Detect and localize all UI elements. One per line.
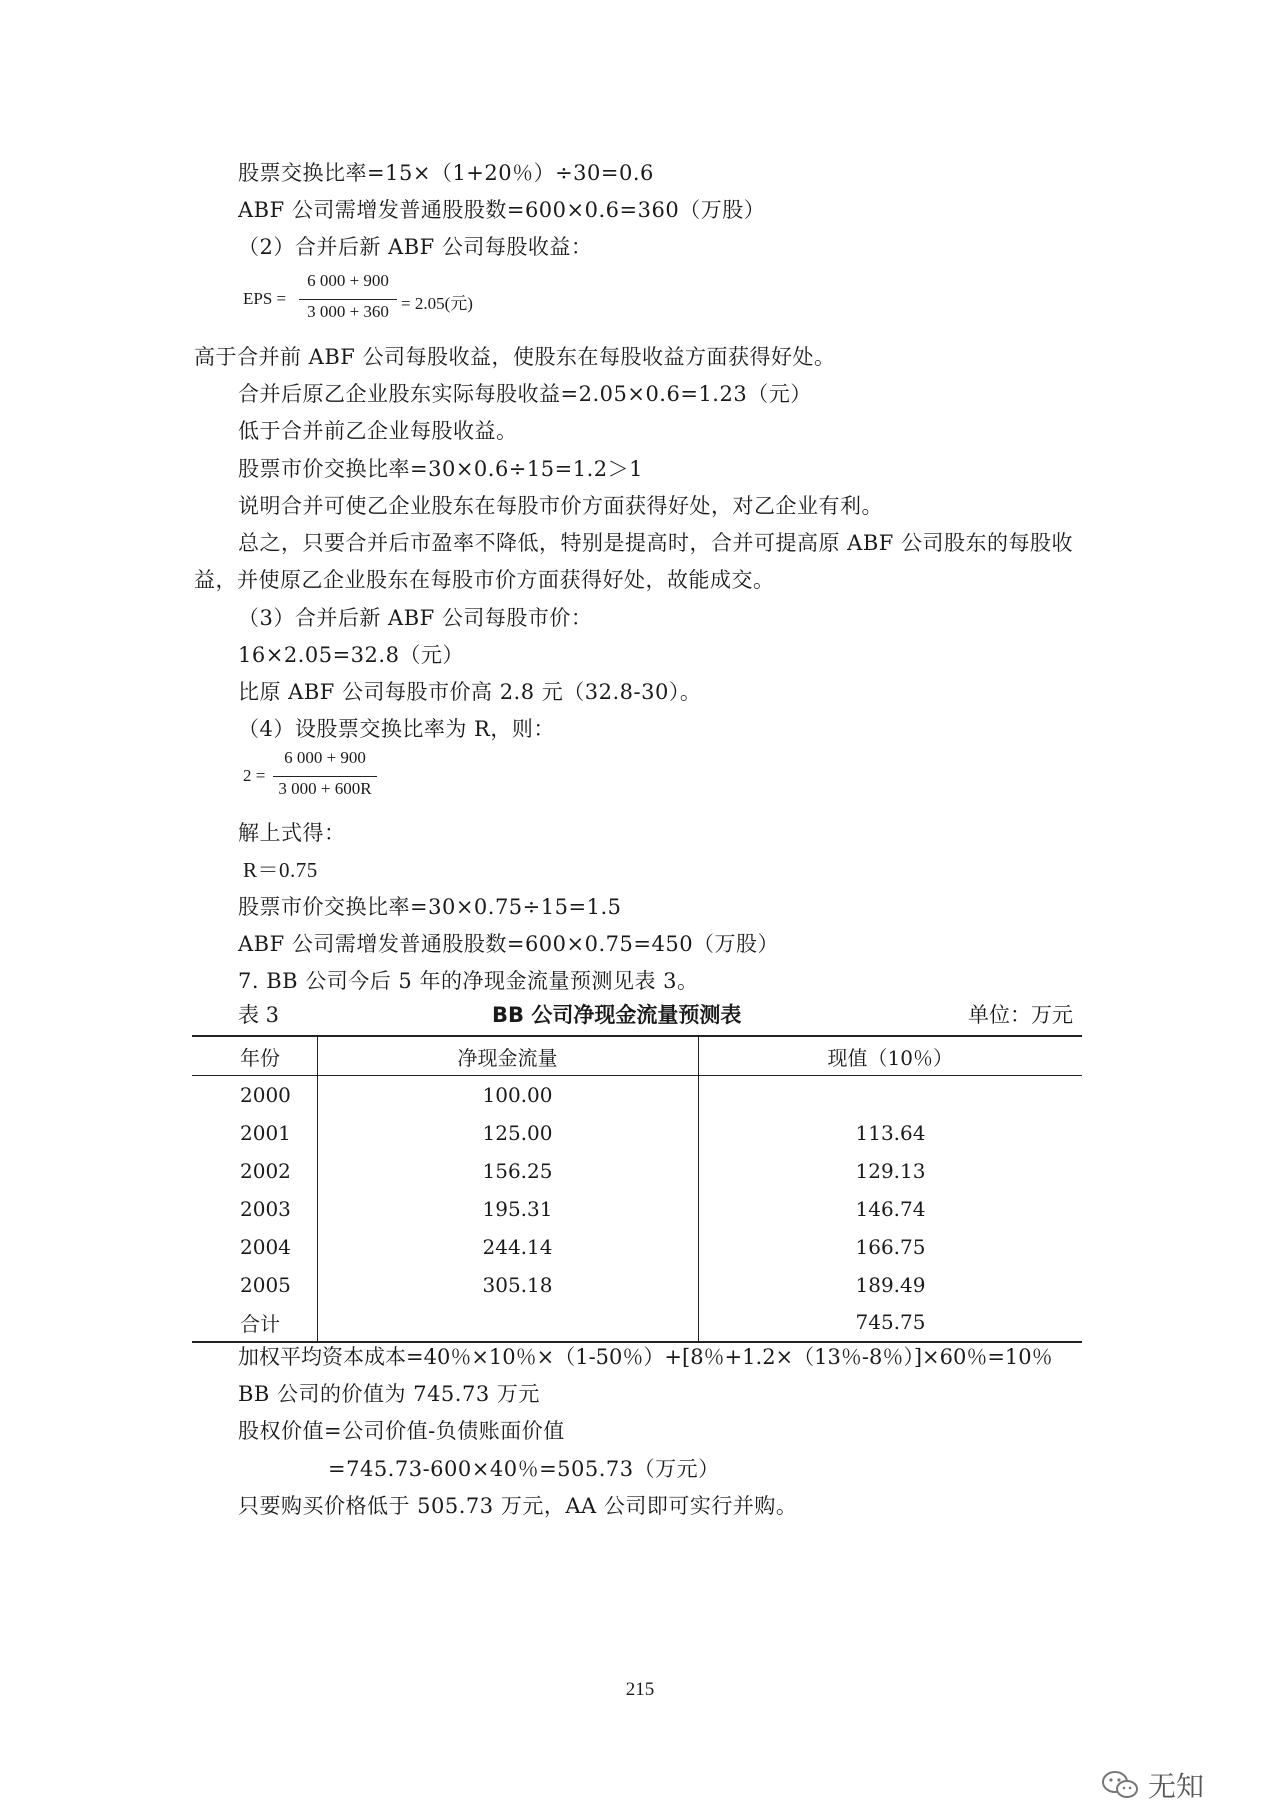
formula-denominator: 3 000 + 600R xyxy=(278,779,372,798)
text-line: 股票市价交换比率=30×0.75÷15=1.5 xyxy=(238,895,622,919)
cell-present-value: 745.75 xyxy=(855,1310,926,1334)
text-line: 解上式得： xyxy=(238,821,346,845)
table-total-row xyxy=(192,1304,1082,1342)
cell-present-value: 113.64 xyxy=(855,1120,926,1145)
text-line: ABF 公司需增发普通股股数=600×0.75=450（万股） xyxy=(238,932,780,956)
cell-net-cash-flow: 244.14 xyxy=(317,1228,698,1266)
cell-net-cash-flow: 195.31 xyxy=(317,1190,698,1228)
cell-year: 2002 xyxy=(240,1158,291,1183)
formula-rhs: = 2.05(元) xyxy=(401,294,473,313)
cell-present-value xyxy=(698,1076,1082,1114)
cell-year: 2000 xyxy=(240,1082,291,1107)
fraction-bar xyxy=(299,299,397,300)
cell-year: 合计 xyxy=(240,1311,280,1336)
text-line: 比原 ABF 公司每股市价高 2.8 元（32.8-30）。 xyxy=(238,680,702,704)
text-line: 合并后原乙企业股东实际每股收益=2.05×0.6=1.23（元） xyxy=(238,382,812,406)
formula-lhs: EPS = xyxy=(243,289,287,308)
cell-year: 2001 xyxy=(240,1120,291,1145)
formula-numerator: 6 000 + 900 xyxy=(284,748,366,767)
table-title: BB 公司净现金流量预测表 xyxy=(492,1003,742,1027)
text-line: 7. BB 公司今后 5 年的净现金流量预测见表 3。 xyxy=(238,969,699,993)
formula-ratio xyxy=(243,749,443,805)
text-line: =745.73-600×40％=505.73（万元） xyxy=(328,1457,720,1481)
cell-net-cash-flow: 305.18 xyxy=(317,1266,698,1304)
table-row xyxy=(192,1228,1082,1266)
text-line: ABF 公司需增发普通股股数=600×0.6=360（万股） xyxy=(238,198,766,222)
text-line: 股票市价交换比率=30×0.6÷15=1.2＞1 xyxy=(238,457,643,481)
text-line: 高于合并前 ABF 公司每股收益，使股东在每股收益方面获得好处。 xyxy=(194,345,836,369)
table-unit: 单位：万元 xyxy=(968,1003,1073,1027)
text-line: （4）设股票交换比率为 R，则： xyxy=(238,717,555,741)
cell-present-value: 146.74 xyxy=(855,1196,926,1221)
cell-year: 2004 xyxy=(240,1234,291,1259)
cell-net-cash-flow xyxy=(317,1304,698,1342)
text-line: （2）合并后新 ABF 公司每股收益： xyxy=(238,235,593,259)
header-year: 年份 xyxy=(240,1045,280,1070)
table-row xyxy=(192,1076,1082,1114)
table-label: 表 3 xyxy=(238,1003,280,1027)
formula-denominator: 3 000 + 360 xyxy=(307,302,389,321)
page-number: 215 xyxy=(625,1679,655,1700)
header-present-value: 现值（10％） xyxy=(827,1045,953,1070)
header-net-cash-flow: 净现金流量 xyxy=(317,1036,698,1076)
cell-net-cash-flow: 125.00 xyxy=(317,1114,698,1152)
cell-present-value: 189.49 xyxy=(855,1272,926,1297)
text-line: 说明合并可使乙企业股东在每股市价方面获得好处，对乙企业有利。 xyxy=(238,494,883,518)
text-line: R＝0.75 xyxy=(243,858,318,882)
cell-net-cash-flow: 100.00 xyxy=(317,1076,698,1114)
formula-lhs: 2 = xyxy=(243,766,266,785)
formula-numerator: 6 000 + 900 xyxy=(307,271,389,290)
watermark-text: 无知 xyxy=(1148,1770,1205,1803)
cell-present-value: 129.13 xyxy=(855,1158,926,1183)
table-header-row xyxy=(192,1036,1082,1076)
table-row xyxy=(192,1190,1082,1228)
cell-year: 2005 xyxy=(240,1272,291,1297)
text-line: 只要购买价格低于 505.73 万元，AA 公司即可实行并购。 xyxy=(238,1494,798,1518)
table-row xyxy=(192,1114,1082,1152)
text-line: 16×2.05=32.8（元） xyxy=(238,643,464,667)
text-line: （3）合并后新 ABF 公司每股市价： xyxy=(238,606,593,630)
text-line: BB 公司的价值为 745.73 万元 xyxy=(238,1382,540,1406)
formula-eps xyxy=(243,272,493,328)
watermark xyxy=(1100,1765,1204,1805)
table-row xyxy=(192,1266,1082,1304)
text-line: 低于合并前乙企业每股收益。 xyxy=(238,419,518,443)
text-line: 总之，只要合并后市盈率不降低，特别是提高时，合并可提高原 ABF 公司股东的每股收 xyxy=(238,531,1074,555)
wechat-icon xyxy=(1100,1769,1140,1801)
cash-flow-table xyxy=(192,1035,1082,1343)
cell-net-cash-flow: 156.25 xyxy=(317,1152,698,1190)
cell-year: 2003 xyxy=(240,1196,291,1221)
text-line: 股权价值=公司价值-负债账面价值 xyxy=(238,1419,565,1443)
text-line: 加权平均资本成本=40％×10％×（1-50％）+[8％+1.2×（13％-8％）]×60％=10％ xyxy=(238,1345,1053,1369)
cell-present-value: 166.75 xyxy=(855,1234,926,1259)
table-row xyxy=(192,1152,1082,1190)
text-line: 益，并使原乙企业股东在每股市价方面获得好处，故能成交。 xyxy=(194,568,775,592)
text-line: 股票交换比率=15×（1+20％）÷30=0.6 xyxy=(238,161,654,185)
fraction-bar xyxy=(273,776,377,777)
